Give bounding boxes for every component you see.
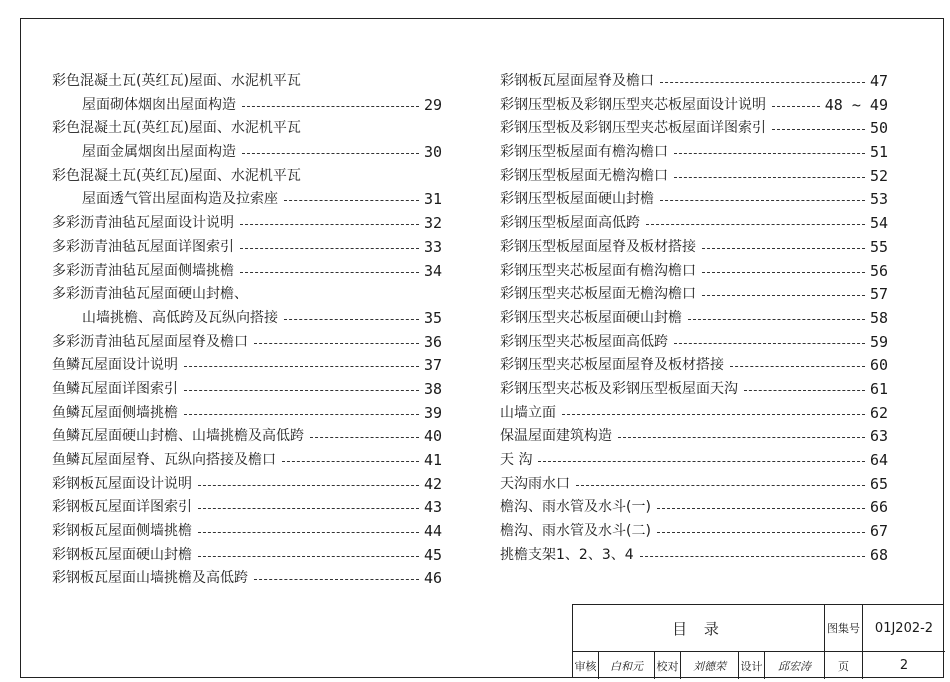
toc-entry-page: 58 [865,307,888,331]
toc-entry-page: 39 [419,402,442,426]
page-label: 页 [825,652,863,679]
toc-entry-title: 彩钢板瓦屋面详图索引 [52,499,198,515]
toc-leader-dashes [284,319,419,320]
toc-entry [52,544,442,568]
toc-entry-page: 62 [865,402,888,426]
toc-entry-page: 55 [865,236,888,260]
toc-entry [52,70,442,94]
toc-entry-title: 保温屋面建筑构造 [500,428,618,444]
review-label: 审核 [573,652,599,679]
toc-entry-page: 38 [419,378,442,402]
toc-entry-title: 彩钢板瓦屋面山墙挑檐及高低跨 [52,570,254,586]
toc-entry [52,402,442,426]
toc-entry [500,496,888,520]
toc-entry [52,165,442,189]
toc-leader-dashes [772,106,820,107]
toc-leader-dashes [702,248,865,249]
toc-entry [500,449,888,473]
toc-entry-page: 64 [865,449,888,473]
toc-entry-title: 鱼鳞瓦屋面屋脊、瓦纵向搭接及檐口 [52,452,282,468]
toc-entry-page: 32 [419,212,442,236]
toc-entry-title: 彩钢压型板屋面有檐沟檐口 [500,144,674,160]
toc-entry-title: 彩钢压型夹芯板及彩钢压型板屋面天沟 [500,381,744,397]
toc-entry [500,212,888,236]
toc-entry-page: 47 [865,70,888,94]
toc-entry-page: 36 [419,331,442,355]
toc-entry [500,378,888,402]
toc-entry-page: 50 [865,117,888,141]
toc-leader-dashes [660,200,865,201]
toc-entry-page: 46 [419,567,442,591]
toc-entry-title: 彩钢压型夹芯板屋面高低跨 [500,334,674,350]
toc-leader-dashes [640,556,865,557]
toc-leader-dashes [198,556,419,557]
toc-leader-dashes [538,461,865,462]
toc-entry [52,141,442,165]
toc-entry-title: 多彩沥青油毡瓦屋面硬山封檐、 [52,286,254,302]
toc-entry-title: 彩钢压型板及彩钢压型夹芯板屋面设计说明 [500,97,772,113]
toc-entry-page: 33 [419,236,442,260]
toc-entry-title: 彩钢压型板屋面硬山封檐 [500,191,660,207]
toc-entry-page: 63 [865,425,888,449]
toc-entry-title: 鱼鳞瓦屋面设计说明 [52,357,184,373]
toc-entry-title: 彩色混凝土瓦(英红瓦)屋面、水泥机平瓦 [52,73,307,89]
toc-entry-page: 57 [865,283,888,307]
toc-entry-page: 66 [865,496,888,520]
toc-entry [52,473,442,497]
toc-leader-dashes [674,153,865,154]
toc-entry [52,354,442,378]
toc-leader-dashes [282,461,419,462]
toc-entry [500,520,888,544]
toc-entry-page: 54 [865,212,888,236]
title-block [572,604,944,678]
design-signature: 邱宏涛 [765,652,825,679]
toc-entry [52,425,442,449]
toc-right-column [500,70,888,567]
toc-left-column [52,70,442,591]
toc-entry-title: 檐沟、雨水管及水斗(一) [500,499,657,515]
toc-entry-page: 44 [419,520,442,544]
toc-entry [500,117,888,141]
toc-entry-title: 檐沟、雨水管及水斗(二) [500,523,657,539]
toc-entry-title: 彩钢板瓦屋面设计说明 [52,476,198,492]
toc-leader-dashes [242,153,419,154]
toc-leader-dashes [184,414,419,415]
toc-entry [500,402,888,426]
toc-leader-dashes [240,272,419,273]
toc-entry-title: 彩钢压型夹芯板屋面屋脊及板材搭接 [500,357,730,373]
toc-leader-dashes [254,343,419,344]
toc-entry-title: 天 沟 [500,452,538,468]
toc-entry-title: 多彩沥青油毡瓦屋面侧墙挑檐 [52,263,240,279]
toc-entry [52,94,442,118]
toc-entry-title: 彩色混凝土瓦(英红瓦)屋面、水泥机平瓦 [52,168,307,184]
toc-entry [500,260,888,284]
toc-entry-page: 31 [419,188,442,212]
toc-entry [52,378,442,402]
toc-leader-dashes [576,485,865,486]
review-signature: 白和元 [599,652,655,679]
toc-entry-page: 30 [419,141,442,165]
toc-leader-dashes [730,366,865,367]
toc-leader-dashes [702,295,865,296]
toc-entry [500,425,888,449]
toc-leader-dashes [562,414,865,415]
toc-entry-title: 彩钢板瓦屋面侧墙挑檐 [52,523,198,539]
toc-entry-page: 29 [419,94,442,118]
toc-entry-title: 鱼鳞瓦屋面侧墙挑檐 [52,405,184,421]
toc-entry [52,449,442,473]
toc-entry-page: 56 [865,260,888,284]
check-signature: 刘德荣 [681,652,739,679]
toc-entry [500,236,888,260]
toc-entry-page: 35 [419,307,442,331]
toc-entry-title: 多彩沥青油毡瓦屋面详图索引 [52,239,240,255]
toc-entry [52,567,442,591]
toc-entry-page: 45 [419,544,442,568]
toc-entry [52,331,442,355]
toc-entry [52,212,442,236]
toc-entry-page: 40 [419,425,442,449]
toc-leader-dashes [284,200,419,201]
toc-entry-title: 彩色混凝土瓦(英红瓦)屋面、水泥机平瓦 [52,120,307,136]
toc-entry-page: 61 [865,378,888,402]
toc-entry-page: 65 [865,473,888,497]
toc-entry [500,354,888,378]
toc-entry [500,544,888,568]
toc-entry-page: 37 [419,354,442,378]
toc-entry-page: 53 [865,188,888,212]
toc-entry-title: 彩钢压型板屋面高低跨 [500,215,646,231]
toc-leader-dashes [198,532,419,533]
toc-entry-page: 41 [419,449,442,473]
toc-entry [52,236,442,260]
toc-leader-dashes [254,579,419,580]
atlas-number: 01J202-2 [863,605,945,652]
toc-leader-dashes [772,129,865,130]
toc-leader-dashes [310,437,419,438]
toc-entry-title: 彩钢压型板屋面屋脊及板材搭接 [500,239,702,255]
toc-leader-dashes [674,177,865,178]
toc-entry-page: 48 ~ 49 [820,94,888,118]
toc-entry-page: 34 [419,260,442,284]
check-label: 校对 [655,652,681,679]
toc-leader-dashes [657,508,865,509]
toc-leader-dashes [646,224,865,225]
toc-entry-title: 屋面金属烟囱出屋面构造 [82,144,242,160]
toc-entry-title: 多彩沥青油毡瓦屋面设计说明 [52,215,240,231]
toc-entry-title: 鱼鳞瓦屋面硬山封檐、山墙挑檐及高低跨 [52,428,310,444]
toc-entry-title: 彩钢压型夹芯板屋面无檐沟檐口 [500,286,702,302]
toc-entry [500,331,888,355]
toc-entry [52,520,442,544]
toc-leader-dashes [240,248,419,249]
design-label: 设计 [739,652,765,679]
toc-leader-dashes [702,272,865,273]
toc-entry [500,473,888,497]
toc-entry-page: 59 [865,331,888,355]
toc-entry [52,117,442,141]
toc-entry [52,307,442,331]
toc-entry [500,165,888,189]
atlas-label: 图集号 [825,605,863,652]
toc-entry-title: 彩钢压型夹芯板屋面硬山封檐 [500,310,688,326]
toc-entry-title: 彩钢压型板及彩钢压型夹芯板屋面详图索引 [500,120,772,136]
toc-entry-title: 山墙立面 [500,405,562,421]
toc-leader-dashes [744,390,865,391]
toc-leader-dashes [688,319,865,320]
toc-entry-title: 多彩沥青油毡瓦屋面屋脊及檐口 [52,334,254,350]
toc-leader-dashes [242,106,419,107]
toc-entry-title: 天沟雨水口 [500,476,576,492]
toc-leader-dashes [660,82,865,83]
toc-entry-title: 山墙挑檐、高低跨及瓦纵向搭接 [82,310,284,326]
toc-entry [500,283,888,307]
toc-entry-title: 彩钢压型夹芯板屋面有檐沟檐口 [500,263,702,279]
page-number: 2 [899,658,909,673]
toc-entry [500,70,888,94]
toc-entry-title: 彩钢压型板屋面无檐沟檐口 [500,168,674,184]
toc-leader-dashes [184,390,419,391]
toc-entry-page: 60 [865,354,888,378]
title-block-title: 目 录 [573,605,825,652]
toc-entry-page: 42 [419,473,442,497]
toc-entry-title: 屋面砌体烟囱出屋面构造 [82,97,242,113]
toc-entry [52,283,442,307]
toc-entry-title: 挑檐支架1、2、3、4 [500,547,640,563]
toc-leader-dashes [618,437,865,438]
toc-entry [500,188,888,212]
toc-entry-page: 43 [419,496,442,520]
toc-entry-title: 彩钢板瓦屋面屋脊及檐口 [500,73,660,89]
toc-entry-page: 67 [865,520,888,544]
toc-leader-dashes [198,485,419,486]
toc-leader-dashes [240,224,419,225]
toc-entry [52,260,442,284]
toc-entry [500,141,888,165]
toc-entry [52,188,442,212]
toc-entry [52,496,442,520]
toc-leader-dashes [674,343,865,344]
toc-entry-title: 鱼鳞瓦屋面详图索引 [52,381,184,397]
toc-entry-page: 52 [865,165,888,189]
toc-entry-title: 屋面透气管出屋面构造及拉索座 [82,191,284,207]
toc-leader-dashes [184,366,419,367]
toc-leader-dashes [657,532,865,533]
toc-entry [500,94,888,118]
toc-entry-page: 51 [865,141,888,165]
toc-entry [500,307,888,331]
toc-entry-title: 彩钢板瓦屋面硬山封檐 [52,547,198,563]
toc-entry-page: 68 [865,544,888,568]
toc-leader-dashes [198,508,419,509]
